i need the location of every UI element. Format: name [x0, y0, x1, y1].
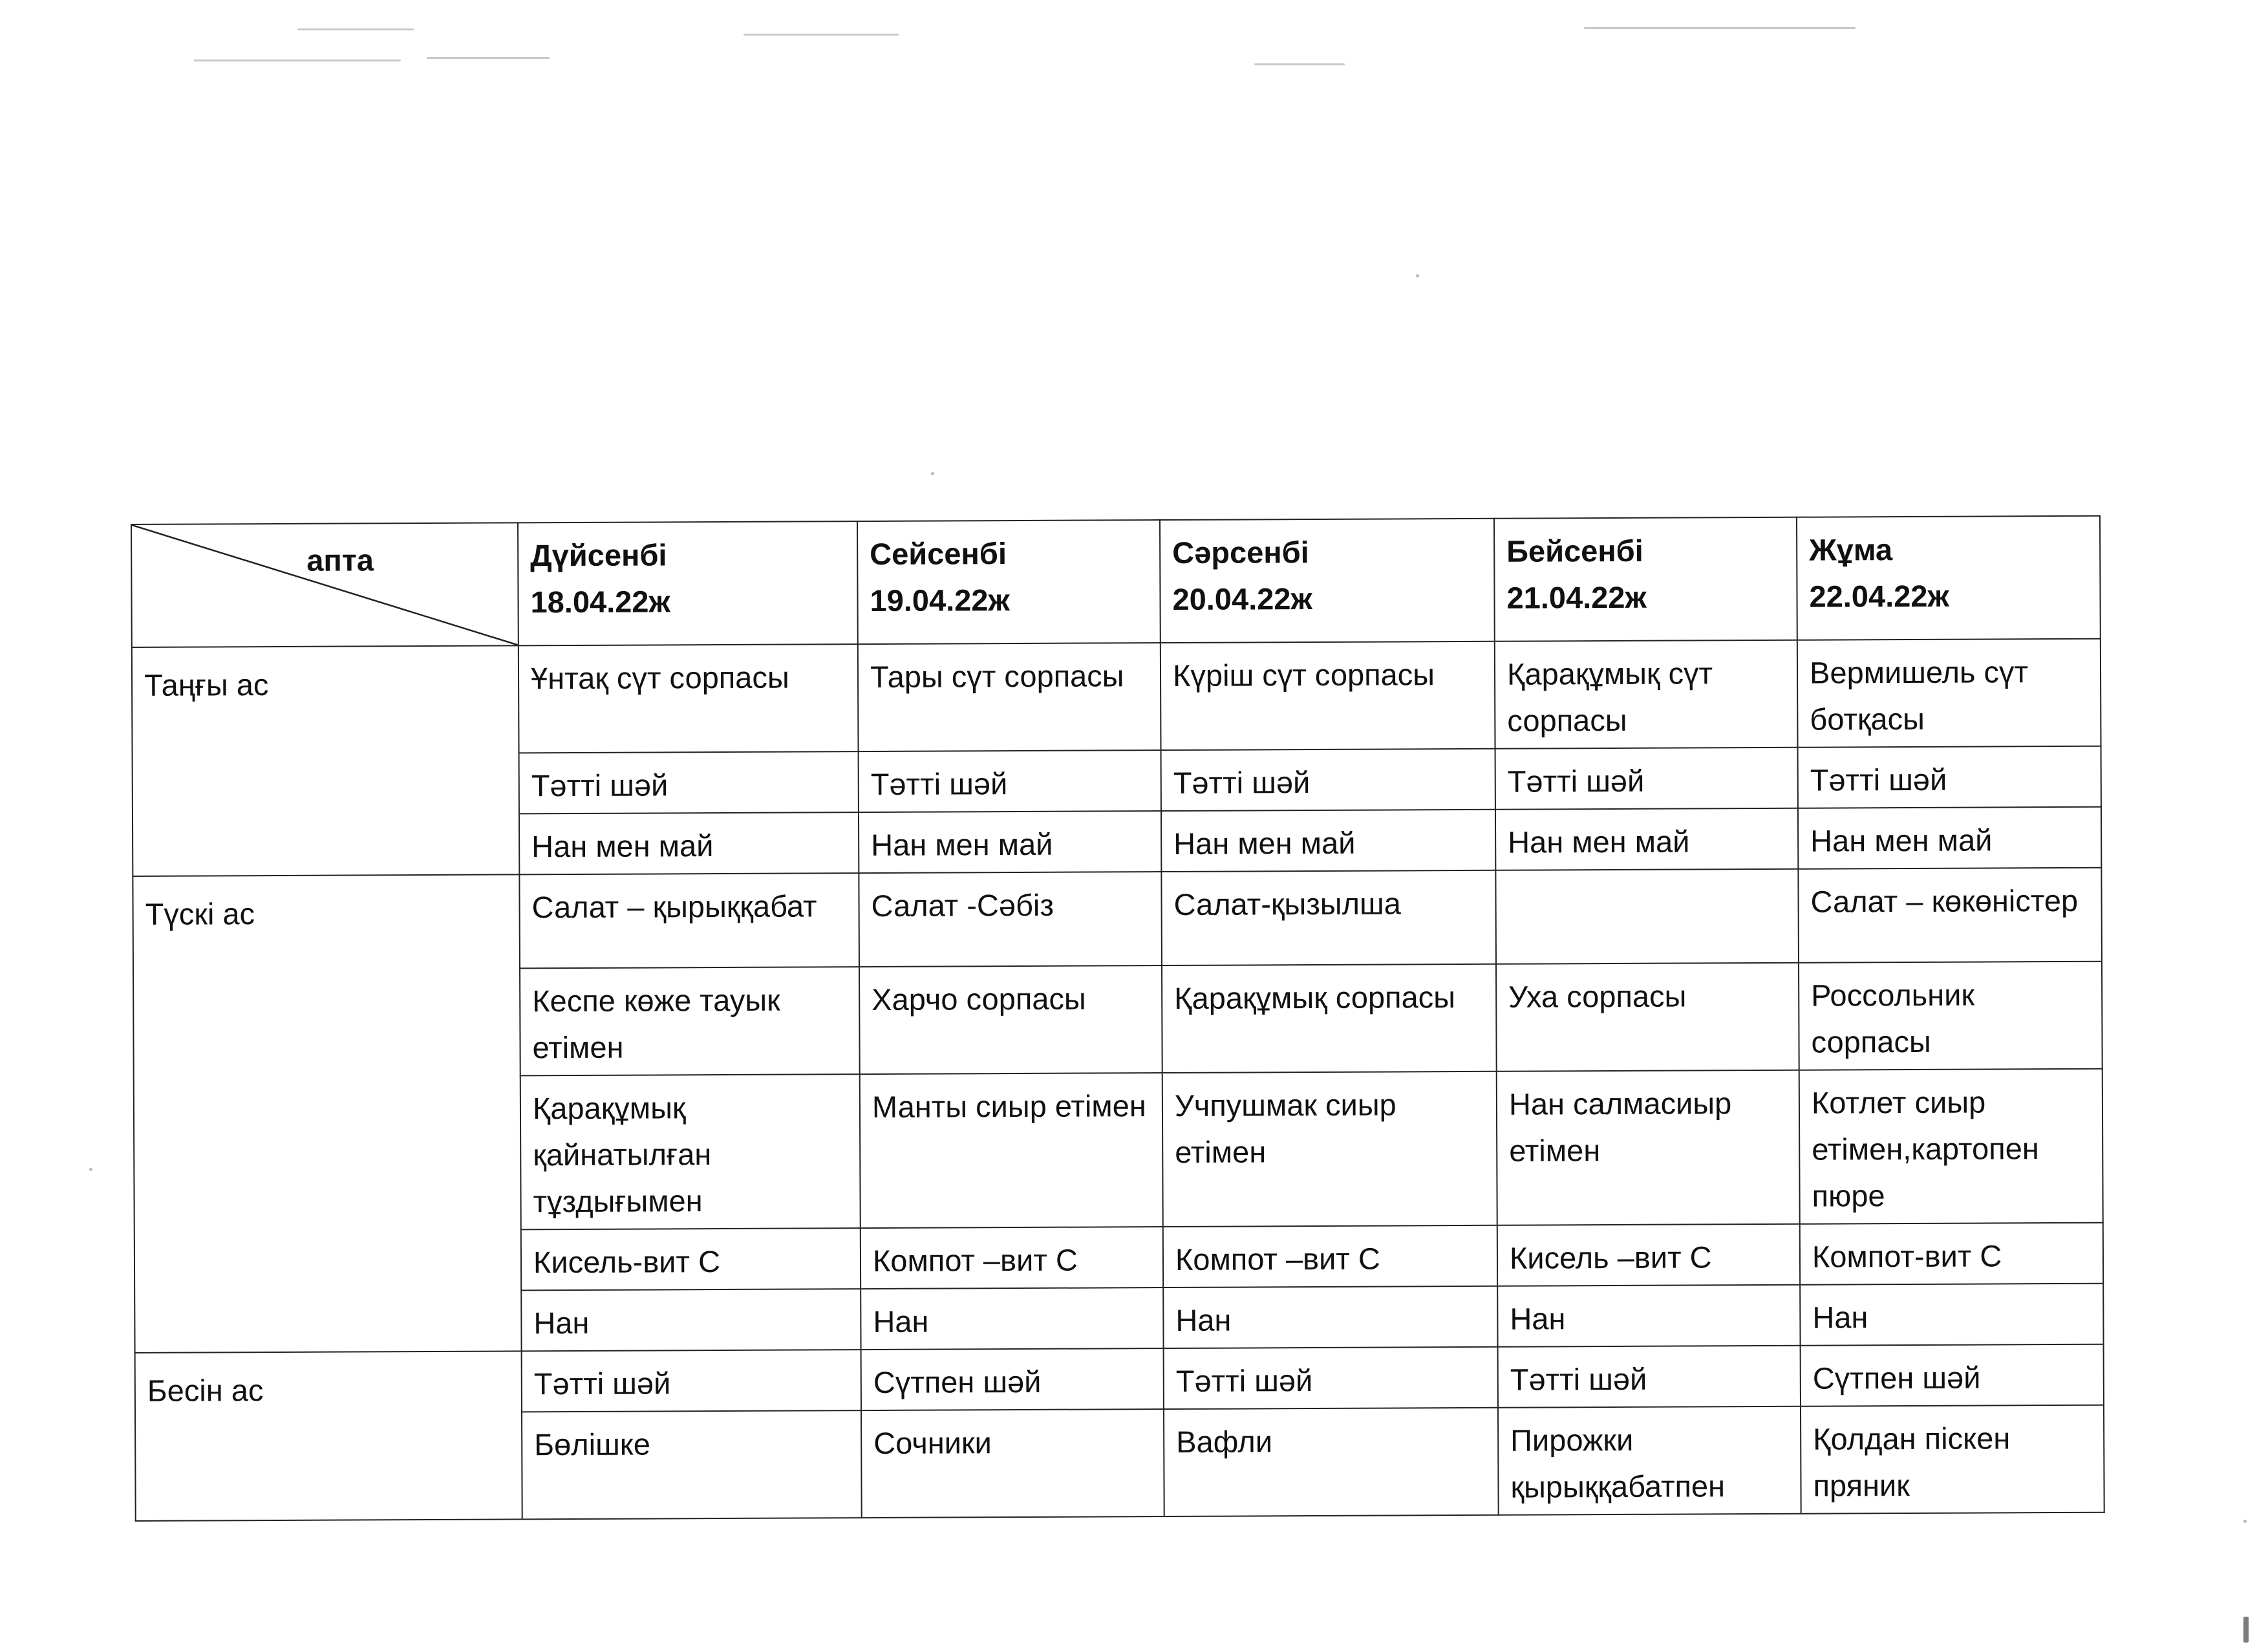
menu-cell: Нан мен май: [1161, 810, 1495, 872]
day-header-thursday: [1494, 517, 1797, 641]
menu-cell: Нан мен май: [859, 811, 1161, 873]
scan-artifact: [2243, 1520, 2247, 1523]
day-header-wednesday: [1160, 519, 1495, 643]
meal-label-lunch: Түскі ас: [133, 874, 521, 1353]
header-row: [131, 516, 2101, 647]
menu-cell: Кисель –вит С: [1497, 1224, 1800, 1286]
meal-label-breakfast: Таңғы ас: [132, 645, 520, 876]
menu-cell: Салат – көкөністер: [1798, 868, 2102, 963]
menu-cell: Салат -Сәбіз: [859, 872, 1162, 967]
menu-cell: Нан: [1163, 1286, 1497, 1348]
scan-artifact: [1416, 274, 1419, 277]
menu-cell: Вермишель сүт ботқасы: [1797, 639, 2101, 748]
menu-cell: Уха сорпасы: [1496, 963, 1799, 1072]
menu-cell: Сүтпен шәй: [861, 1348, 1164, 1410]
table-row: [135, 1344, 2104, 1414]
menu-cell: Сүтпен шәй: [1801, 1344, 2104, 1406]
menu-cell: Нан мен май: [1798, 807, 2101, 869]
day-date: 19.04.22ж: [870, 583, 1010, 618]
menu-cell: Тәтті шәй: [1498, 1346, 1801, 1408]
menu-cell: Ұнтақ сүт сорпасы: [519, 644, 859, 753]
table-row: [132, 639, 2101, 755]
menu-cell: Харчо сорпасы: [859, 965, 1162, 1074]
day-date: 21.04.22ж: [1506, 579, 1647, 615]
scan-artifact: [194, 59, 401, 61]
weekly-menu-table: [131, 515, 2105, 1522]
menu-cell: Тәтті шәй: [1798, 746, 2101, 808]
menu-cell: Нан мен май: [1495, 808, 1798, 870]
day-date: 18.04.22ж: [530, 584, 670, 620]
day-name: Дүйсенбі: [530, 537, 667, 573]
menu-cell: Учпушмак сиыр етімен: [1162, 1072, 1497, 1227]
scan-artifact: [1584, 27, 1856, 29]
day-header-tuesday: [857, 520, 1161, 644]
menu-cell: Тәтті шәй: [1495, 748, 1798, 810]
scan-artifact: [744, 34, 899, 36]
day-header-monday: [518, 521, 858, 645]
menu-cell: Кисель-вит С: [521, 1228, 861, 1290]
menu-cell: Тәтті шәй: [522, 1350, 861, 1412]
table-row: [133, 868, 2102, 970]
menu-cell: Қарақұмық сорпасы: [1162, 964, 1497, 1073]
menu-cell: Бөлішке: [522, 1410, 862, 1519]
menu-cell: Нан: [861, 1288, 1163, 1350]
day-date: 20.04.22ж: [1172, 581, 1312, 616]
menu-cell: Компот –вит С: [1163, 1225, 1497, 1288]
day-name: Жұма: [1809, 532, 1893, 567]
menu-cell: Кеспе көже тауык етімен: [520, 967, 860, 1075]
menu-cell: Нан: [521, 1289, 861, 1351]
menu-cell: Нан: [1800, 1284, 2103, 1346]
menu-cell: Вафли: [1164, 1408, 1499, 1516]
menu-cell: Котлет сиыр етімен,картопен пюре: [1799, 1069, 2103, 1224]
menu-cell: Тәтті шәй: [519, 751, 859, 814]
menu-cell: Қарақұмық қайнатылған тұздығымен: [520, 1074, 861, 1229]
day-name: Сәрсенбі: [1172, 535, 1309, 570]
week-label: апта: [306, 543, 374, 577]
menu-cell: Күріш сүт сорпасы: [1161, 641, 1495, 750]
menu-cell: Манты сиыр етімен: [860, 1073, 1163, 1228]
day-date: 22.04.22ж: [1809, 578, 1949, 614]
menu-cell: Нан мен май: [519, 812, 859, 874]
scan-artifact: [297, 28, 414, 30]
menu-cell: Россольник сорпасы: [1799, 962, 2102, 1070]
day-header-friday: [1797, 516, 2101, 640]
menu-cell: Қолдан піскен пряник: [1801, 1405, 2104, 1514]
menu-cell: Салат-қызылша: [1161, 870, 1496, 965]
scan-artifact: [2243, 1617, 2249, 1643]
menu-cell: Пирожки қырыққабатпен: [1498, 1406, 1801, 1515]
menu-cell: Сочники: [861, 1409, 1164, 1518]
menu-cell: Тәтті шәй: [1161, 749, 1495, 811]
scan-artifact: [931, 472, 934, 475]
menu-cell: Нан: [1497, 1285, 1800, 1347]
menu-cell: Тәтті шәй: [1164, 1347, 1498, 1409]
menu-cell: Компот-вит С: [1800, 1223, 2103, 1285]
meal-label-snack: Бесін ас: [135, 1351, 522, 1521]
menu-cell: Компот –вит С: [861, 1227, 1163, 1289]
corner-cell: [131, 523, 519, 647]
menu-cell: Қарақұмық сүт сорпасы: [1495, 640, 1798, 749]
menu-cell: Салат – қырыққабат: [519, 873, 859, 968]
menu-cell: Тәтті шәй: [859, 750, 1161, 812]
menu-cell: [1495, 869, 1799, 964]
day-name: Сейсенбі: [870, 536, 1007, 572]
scan-artifact: [89, 1168, 92, 1171]
day-name: Бейсенбі: [1506, 533, 1643, 568]
scan-artifact: [427, 57, 550, 59]
menu-cell: Нан салмасиыр етімен: [1497, 1070, 1800, 1225]
scan-artifact: [1254, 63, 1345, 65]
menu-cell: Тары сүт сорпасы: [858, 643, 1161, 751]
